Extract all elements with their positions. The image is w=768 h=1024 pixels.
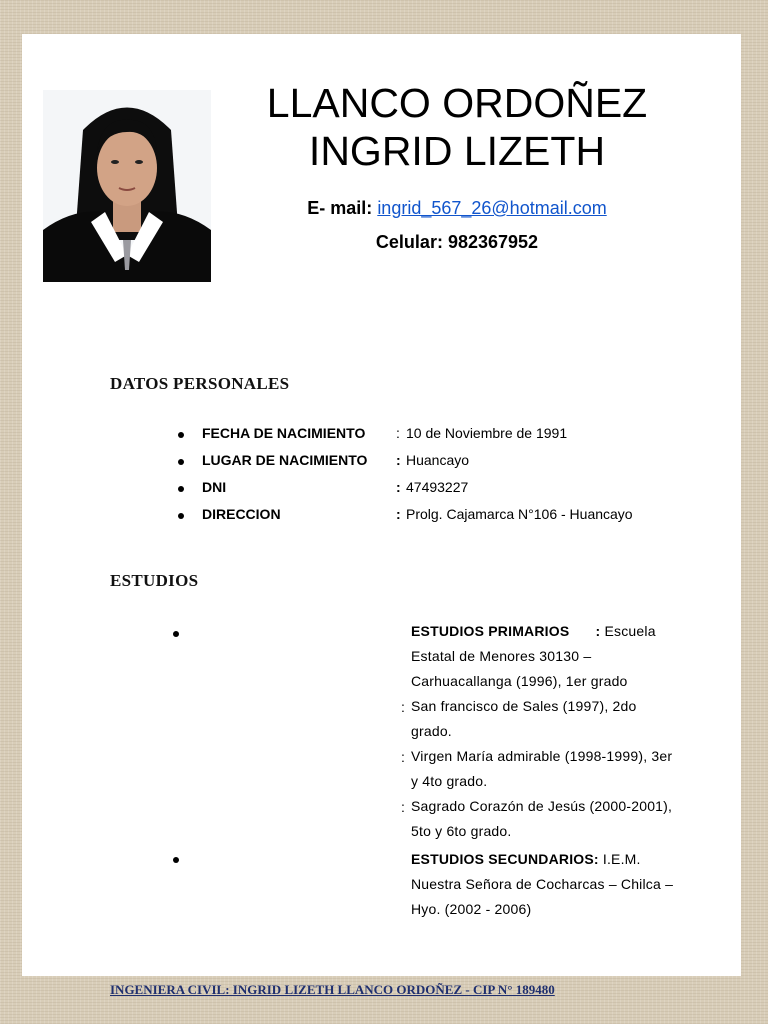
bullet-icon	[178, 459, 184, 465]
estudios-primarios-line: Estatal de Menores 30130 –	[411, 648, 592, 664]
estudios-colon: :	[401, 699, 405, 715]
profile-photo	[43, 90, 211, 282]
estudios-primarios-line: 5to y 6to grado.	[411, 823, 512, 839]
field-colon: :	[396, 452, 401, 468]
bullet-icon	[178, 486, 184, 492]
estudios-primarios-line: grado.	[411, 723, 452, 739]
bullet-icon	[178, 432, 184, 438]
estudios-primarios-line: Escuela	[604, 623, 656, 639]
estudios-secundarios-label: ESTUDIOS SECUNDARIOS:	[411, 851, 599, 867]
cel-value: 982367952	[447, 232, 539, 252]
estudios-secundarios-line: I.E.M.	[602, 851, 641, 867]
estudios-primarios-line: Carhuacallanga (1996), 1er grado	[411, 673, 628, 689]
cel-line	[212, 232, 702, 253]
estudios-primarios-line: y 4to grado.	[411, 773, 488, 789]
field-value: Prolg. Cajamarca N°106 - Huancayo	[406, 506, 633, 522]
field-colon: :	[396, 506, 401, 522]
field-value: Huancayo	[406, 452, 470, 468]
estudios-primarios-line: Virgen María admirable (1998-1999), 3er	[411, 748, 673, 764]
cel-label: Celular:	[375, 232, 443, 252]
list-item	[22, 425, 741, 445]
email-line	[212, 198, 702, 219]
field-colon: :	[396, 425, 400, 441]
field-label: DNI	[202, 479, 227, 495]
footer-text: INGENIERA CIVIL: INGRID LIZETH LLANCO ORDOÑEZ - CIP N° 189480	[110, 982, 555, 997]
list-item	[22, 506, 741, 526]
estudios-colon: :	[401, 749, 405, 765]
list-item	[22, 452, 741, 472]
estudios-primarios	[411, 619, 711, 844]
bullet-icon	[178, 513, 184, 519]
estudios-primarios-line: Sagrado Corazón de Jesús (2000-2001),	[411, 798, 673, 814]
field-colon: :	[396, 479, 401, 495]
estudios-secundarios-line: Hyo. (2002 - 2006)	[411, 901, 532, 917]
name-line-2: INGRID LIZETH	[308, 128, 606, 174]
estudios-primarios-line: San francisco de Sales (1997), 2do	[411, 698, 637, 714]
resume-page	[22, 34, 741, 976]
field-label: DIRECCION	[202, 506, 281, 522]
bullet-icon	[173, 631, 179, 637]
section-datos-personales: DATOS PERSONALES	[110, 374, 290, 393]
name-line-1: LLANCO ORDOÑEZ	[266, 80, 648, 126]
person-portrait-icon	[43, 90, 211, 282]
estudios-primarios-label: ESTUDIOS PRIMARIOS	[411, 623, 570, 639]
field-label: FECHA DE NACIMIENTO	[202, 425, 366, 441]
list-item	[22, 479, 741, 499]
estudios-colon: :	[401, 799, 405, 815]
email-link[interactable]: ingrid_567_26@hotmail.com	[377, 198, 607, 218]
estudios-primarios-heading	[411, 619, 711, 644]
email-label: E- mail:	[307, 198, 373, 218]
field-label: LUGAR DE NACIMIENTO	[202, 452, 368, 468]
bullet-icon	[173, 857, 179, 863]
field-value: 10 de Noviembre de 1991	[406, 425, 568, 441]
estudios-primarios-colon: :	[595, 623, 601, 639]
field-value: 47493227	[406, 479, 469, 495]
section-estudios: ESTUDIOS	[110, 571, 199, 590]
estudios-secundarios-heading	[411, 847, 711, 872]
estudios-secundarios-line: Nuestra Señora de Cocharcas – Chilca –	[411, 876, 674, 892]
estudios-secundarios	[411, 847, 711, 922]
